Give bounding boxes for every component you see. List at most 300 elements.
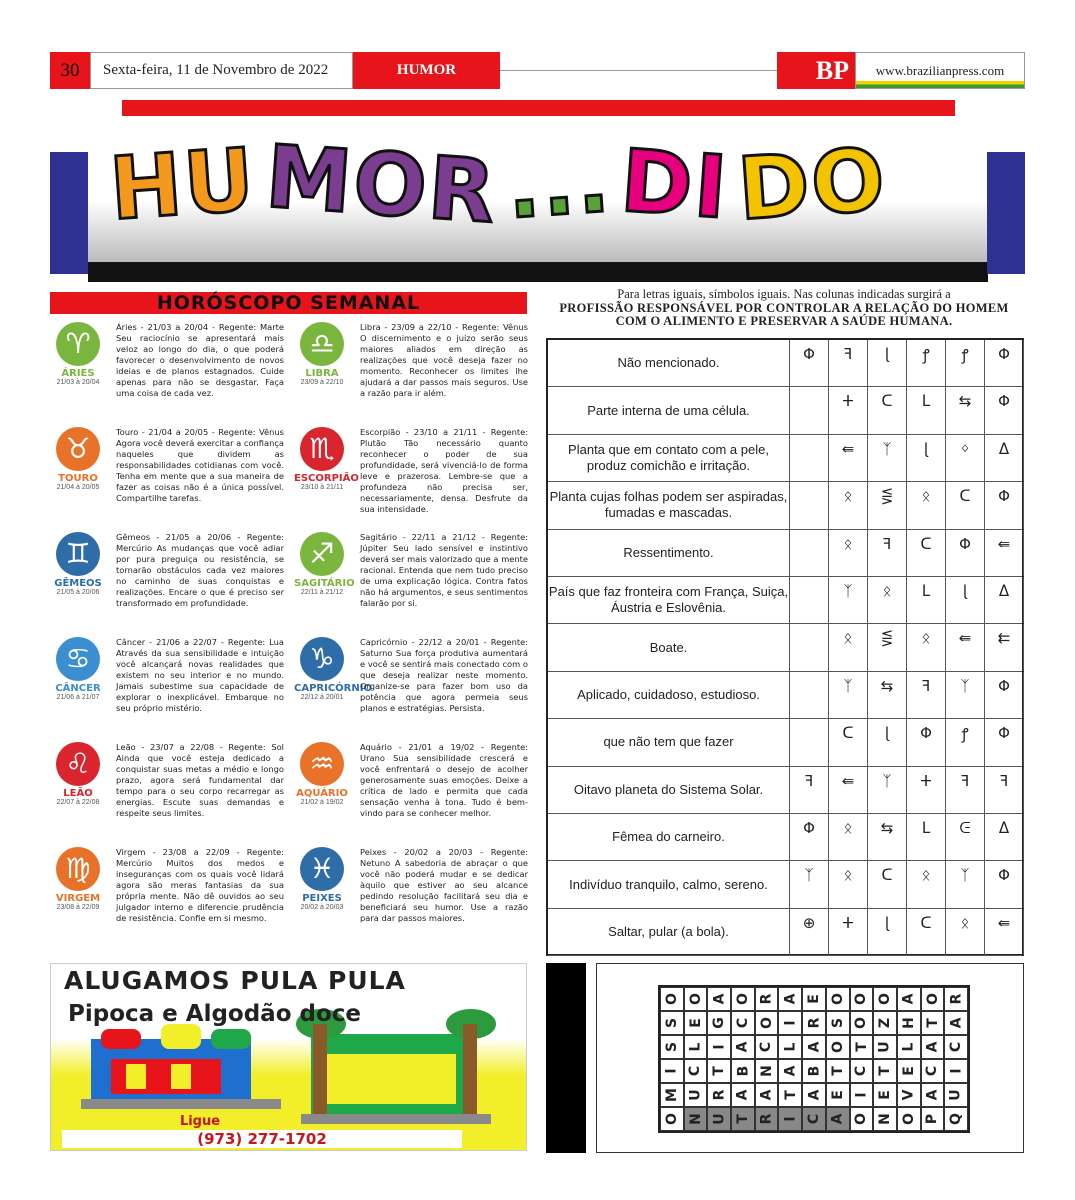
wordsearch-letter: E: [900, 1066, 917, 1076]
wordsearch-letter: G: [711, 1017, 728, 1029]
puzzle-cell[interactable]: Φ: [985, 387, 1024, 433]
wordsearch-letter: L: [782, 1042, 799, 1052]
puzzle-cell[interactable]: [790, 577, 829, 623]
puzzle-cell[interactable]: Φ: [946, 530, 985, 576]
wordsearch-cell[interactable]: [897, 1083, 921, 1107]
puzzle-clue: Planta que em contato com a pele, produz comichão e irritação.: [548, 435, 790, 481]
sign-dates: 22/12 à 20/01: [300, 694, 344, 701]
puzzle-cell[interactable]: ᐃ: [985, 577, 1024, 623]
wordsearch-cell[interactable]: [850, 987, 874, 1011]
puzzle-cell[interactable]: ⋚: [868, 624, 907, 670]
wordsearch-cell[interactable]: [921, 1011, 945, 1035]
puzzle-cell[interactable]: [790, 719, 829, 765]
puzzle-cell[interactable]: ᛉ: [829, 577, 868, 623]
puzzle-cell[interactable]: ᛟ: [907, 624, 946, 670]
puzzle-clue: Fêmea do carneiro.: [548, 814, 790, 860]
wordsearch-letter: N: [687, 1113, 704, 1125]
section-label: HUMOR: [353, 52, 500, 89]
puzzle-clue: Não mencionado.: [548, 340, 790, 386]
puzzle-cell[interactable]: ᛟ: [907, 482, 946, 528]
wordsearch-letter: A: [924, 1041, 941, 1053]
zodiac-icon: [294, 637, 372, 713]
puzzle-cell[interactable]: ⇚: [985, 909, 1024, 955]
sign-text: Câncer - 21/06 a 22/07 - Regente: Lua Através da sua sensibilidade e intuição você alcançará novas realidades que existem no seu interior e no mundo. Jamais subestime sua capacidade de explorar o inexplicável. Embarque no seu próprio mistério.: [116, 637, 284, 713]
sign-dates: 23/08 à 22/09: [56, 904, 100, 911]
wordsearch-cell[interactable]: [826, 987, 850, 1011]
wordsearch-letter: S: [663, 1017, 680, 1029]
wordsearch-letter: H: [900, 1017, 917, 1029]
puzzle-instructions: [548, 288, 1020, 329]
wordsearch-cell[interactable]: [778, 1011, 802, 1035]
puzzle-cell[interactable]: ᛟ: [829, 861, 868, 907]
puzzle-cell[interactable]: ᛉ: [946, 672, 985, 718]
wordsearch-cell[interactable]: [684, 1107, 708, 1131]
horoscope-sign: [50, 322, 288, 440]
wordsearch-cell[interactable]: [755, 1083, 779, 1107]
wordsearch-letter: U: [948, 1089, 965, 1101]
wordsearch-letter: E: [877, 1090, 894, 1100]
puzzle-row: [548, 767, 1022, 814]
puzzle-cell[interactable]: ꟻ: [790, 767, 829, 813]
wordsearch-cell[interactable]: [707, 1107, 731, 1131]
wordsearch-cell[interactable]: [707, 987, 731, 1011]
puzzle-clue: Saltar, pular (a bola).: [548, 909, 790, 955]
puzzle-clue: Planta cujas folhas podem ser aspiradas, fumadas e mascadas.: [548, 482, 790, 528]
wordsearch-letter: O: [853, 1113, 870, 1125]
puzzle-intro-bold: PROFISSÃO RESPONSÁVEL POR CONTROLAR A RELAÇÃO DO HOMEM COM O ALIMENTO E PRESERVAR A SAÚDE HUMANA.: [559, 300, 1009, 328]
wordsearch-letter: M: [663, 1088, 680, 1102]
wordsearch-letter: I: [948, 1068, 965, 1074]
puzzle-cell[interactable]: Φ: [985, 719, 1024, 765]
wordsearch-cell[interactable]: [707, 1083, 731, 1107]
wordsearch-cell[interactable]: [826, 1011, 850, 1035]
banner-title: [106, 127, 970, 255]
wordsearch-letter: O: [877, 993, 894, 1005]
wordsearch-letter: R: [758, 993, 775, 1005]
puzzle-cell[interactable]: [790, 387, 829, 433]
sign-name: LEÃO: [63, 788, 93, 799]
wordsearch-cell[interactable]: [731, 1059, 755, 1083]
wordsearch-cell[interactable]: [897, 1059, 921, 1083]
puzzle-cell[interactable]: ⵜ: [829, 387, 868, 433]
sign-name: GÊMEOS: [54, 578, 102, 589]
zodiac-icon: [294, 742, 350, 818]
sign-name: LIBRA: [305, 368, 339, 379]
puzzle-cell[interactable]: ɭ: [907, 435, 946, 481]
puzzle-row: [548, 909, 1022, 956]
puzzle-cell[interactable]: ᛟ: [829, 530, 868, 576]
horoscope-sign: [50, 427, 288, 545]
wordsearch-cell[interactable]: [731, 1083, 755, 1107]
wordsearch-letter: C: [758, 1041, 775, 1053]
wordsearch-cell[interactable]: [921, 1083, 945, 1107]
wordsearch-letter: A: [900, 993, 917, 1005]
wordsearch-cell[interactable]: [731, 1011, 755, 1035]
zodiac-icon: [50, 847, 106, 923]
horoscope-sign: [50, 532, 288, 650]
sign-dates: 21/05 à 20/06: [56, 589, 100, 596]
page-number: 30: [50, 52, 90, 89]
wordsearch-cell[interactable]: [731, 1035, 755, 1059]
zodiac-icon: [294, 322, 350, 398]
wordsearch-letter: Z: [877, 1017, 894, 1029]
puzzle-cell[interactable]: ᑕ: [829, 719, 868, 765]
wordsearch-cell[interactable]: [873, 1083, 897, 1107]
brand-logo: BP: [777, 52, 855, 89]
wordsearch-cell[interactable]: [802, 1035, 826, 1059]
puzzle-cell[interactable]: Φ: [907, 719, 946, 765]
wordsearch-cell[interactable]: [660, 1107, 684, 1131]
wordsearch-cell[interactable]: [684, 1035, 708, 1059]
wordsearch-letter: A: [805, 1089, 822, 1101]
wordsearch-letter: T: [829, 1066, 846, 1076]
wordsearch-cell[interactable]: [755, 987, 779, 1011]
wordsearch-cell[interactable]: [684, 1059, 708, 1083]
wordsearch-letter: U: [711, 1113, 728, 1125]
puzzle-clue: que não tem que fazer: [548, 719, 790, 765]
puzzle-cell[interactable]: [790, 482, 829, 528]
sign-dates: 22/07 à 22/08: [56, 799, 100, 806]
sign-name: AQUÁRIO: [296, 788, 348, 799]
puzzle-row: [548, 530, 1022, 577]
zodiac-glyph-icon: ♓: [300, 847, 344, 891]
puzzle-cell[interactable]: ᛉ: [868, 435, 907, 481]
wordsearch-letter: O: [663, 1113, 680, 1125]
puzzle-cell[interactable]: ⊕: [790, 909, 829, 955]
wordsearch-cell[interactable]: [660, 1035, 684, 1059]
sign-dates: 21/04 à 20/05: [56, 484, 100, 491]
puzzle-cell[interactable]: [790, 435, 829, 481]
wordsearch-letter: O: [663, 993, 680, 1005]
puzzle-cell[interactable]: ᒪ: [907, 814, 946, 860]
zodiac-icon: [50, 322, 106, 398]
wordsearch-cell[interactable]: [684, 987, 708, 1011]
puzzle-cell[interactable]: ᛟ: [868, 577, 907, 623]
puzzle-cell[interactable]: ⇆: [868, 672, 907, 718]
wordsearch-cell[interactable]: [826, 1083, 850, 1107]
wordsearch-letter: O: [853, 993, 870, 1005]
wordsearch-cell[interactable]: [897, 1035, 921, 1059]
puzzle-clue: Aplicado, cuidadoso, estudioso.: [548, 672, 790, 718]
wordsearch-cell[interactable]: [921, 1035, 945, 1059]
sign-name: VIRGEM: [55, 893, 101, 904]
puzzle-row: [548, 861, 1022, 908]
puzzle-cell[interactable]: ⇚: [829, 435, 868, 481]
wordsearch-letter: U: [877, 1041, 894, 1053]
puzzle-cell[interactable]: ⵜ: [829, 909, 868, 955]
wordsearch-cell[interactable]: [873, 1011, 897, 1035]
wordsearch-letter: U: [687, 1089, 704, 1101]
wordsearch-cell[interactable]: [944, 1035, 968, 1059]
puzzle-cell[interactable]: ᛉ: [946, 861, 985, 907]
puzzle-table: [546, 338, 1024, 956]
wordsearch-cell[interactable]: [850, 1107, 874, 1131]
banner-title-part: HU: [106, 130, 260, 240]
sign-name: CAPRICÓRNIO: [294, 683, 372, 694]
sign-text: Aquário - 21/01 a 19/02 - Regente: Urano Sua sensibilidade crescerá e você enfrentará o desejo de acolher generosamente suas emoções. Deixe a crítica de lado e permita que cada sensação venha à tona. Tudo é bem-vindo para se conhecer melhor.: [360, 742, 528, 818]
horoscope-sign: [294, 427, 532, 545]
wordsearch-cell[interactable]: [944, 1059, 968, 1083]
wordsearch-cell[interactable]: [826, 1107, 850, 1131]
puzzle-cell[interactable]: ᑕ: [907, 530, 946, 576]
horoscope-sign: [294, 637, 532, 755]
puzzle-cell[interactable]: Φ: [985, 861, 1024, 907]
puzzle-cell[interactable]: ᒪ: [907, 577, 946, 623]
sign-text: Libra - 23/09 a 22/10 - Regente: Vênus O discernimento e o juízo serão seus maiores aliados em direção as realizações que você deseja fazer no momento. Reconhecer os limites lhe ajudará a dar passos mais seguros. Use a razão para ir além.: [360, 322, 528, 398]
puzzle-cell[interactable]: ꟻ: [907, 672, 946, 718]
wordsearch-cell[interactable]: [897, 987, 921, 1011]
wordsearch-cell[interactable]: [731, 1107, 755, 1131]
wordsearch-cell[interactable]: [873, 1035, 897, 1059]
wordsearch-cell[interactable]: [778, 1059, 802, 1083]
puzzle-cell[interactable]: ɭ: [946, 577, 985, 623]
puzzle-cell[interactable]: ᛟ: [829, 624, 868, 670]
wordsearch-letter: C: [853, 1065, 870, 1077]
puzzle-cell[interactable]: ɭ: [868, 909, 907, 955]
puzzle-cell[interactable]: ꝭ: [907, 340, 946, 386]
issue-date: Sexta-feira, 11 de Novembro de 2022: [90, 52, 353, 89]
puzzle-cell[interactable]: ᛟ: [829, 482, 868, 528]
puzzle-cell[interactable]: ꟻ: [868, 530, 907, 576]
puzzle-cell[interactable]: ᐃ: [985, 435, 1024, 481]
wordsearch-letter: S: [663, 1041, 680, 1053]
zodiac-icon: [294, 532, 355, 608]
puzzle-cell[interactable]: ᛉ: [790, 861, 829, 907]
zodiac-glyph-icon: ♋: [56, 637, 100, 681]
wordsearch-letter: C: [805, 1113, 822, 1125]
wordsearch-cell[interactable]: [778, 1107, 802, 1131]
wordsearch-cell[interactable]: [707, 1035, 731, 1059]
horoscope-sign: [294, 532, 532, 650]
wordsearch-cell[interactable]: [660, 1083, 684, 1107]
wordsearch-letter: C: [924, 1065, 941, 1077]
wordsearch-cell[interactable]: [755, 1035, 779, 1059]
wordsearch-letter: B: [734, 1065, 751, 1077]
sign-text: Sagitário - 22/11 a 21/12 - Regente: Júpiter Seu lado sensível e instintivo deverá ser mais valorizado que a mente racional. Entenda que nem tudo preciso de uma explicação lógica. Contra fatos não há argumentos, e seus sentimentos falarão por si.: [360, 532, 528, 608]
wordsearch-cell[interactable]: [850, 1035, 874, 1059]
puzzle-cell[interactable]: ꟻ: [946, 767, 985, 813]
puzzle-cell[interactable]: Φ: [985, 340, 1024, 386]
wordsearch-cell[interactable]: [707, 1011, 731, 1035]
wordsearch-letter: C: [948, 1041, 965, 1053]
wordsearch-letter: O: [829, 1041, 846, 1053]
sign-dates: 21/06 à 21/07: [56, 694, 100, 701]
ad-subheadline: Pipoca e Algodão doce: [68, 1001, 362, 1027]
wordsearch-letter: A: [758, 1089, 775, 1101]
sign-dates: 23/10 à 21/11: [300, 484, 344, 491]
horoscope-sign: [294, 322, 532, 440]
puzzle-cell[interactable]: ⇆: [946, 387, 985, 433]
wordsearch-cell[interactable]: [897, 1107, 921, 1131]
wordsearch-letter: C: [734, 1017, 751, 1029]
wordsearch-letter: P: [924, 1113, 941, 1125]
puzzle-cell[interactable]: ᑕ: [907, 909, 946, 955]
sign-dates: 21/03 à 20/04: [56, 379, 100, 386]
wordsearch-letter: T: [734, 1114, 751, 1124]
puzzle-row: [548, 482, 1022, 529]
ad-phone[interactable]: (973) 277-1702: [62, 1130, 462, 1148]
wordsearch-letter: A: [948, 1017, 965, 1029]
zodiac-glyph-icon: ♑: [300, 637, 344, 681]
puzzle-cell[interactable]: ⇚: [829, 767, 868, 813]
sign-text: Escorpião - 23/10 a 21/11 - Regente: Plutão Tão necessário quanto reconhecer o poder de sua profundidade, será vivenciá-lo de forma leve e prazerosa. Lembre-se que a profundeza não precisa ser, necessariamente, densa. Desfrute da sua intensidade.: [360, 427, 528, 514]
wordsearch-cell[interactable]: [802, 1011, 826, 1035]
puzzle-cell[interactable]: ꟻ: [985, 767, 1024, 813]
banner-right-stripe: [987, 152, 1025, 274]
puzzle-cell[interactable]: ⇚: [946, 624, 985, 670]
puzzle-row: [548, 672, 1022, 719]
horoscope-sign: [50, 637, 288, 755]
wordsearch-letter: T: [782, 1090, 799, 1100]
zodiac-glyph-icon: ♏: [300, 427, 344, 471]
puzzle-cell[interactable]: ꝭ: [946, 340, 985, 386]
wordsearch-cell[interactable]: [802, 1107, 826, 1131]
puzzle-cell[interactable]: ⋚: [868, 482, 907, 528]
puzzle-cell[interactable]: ⇚: [985, 530, 1024, 576]
puzzle-cell[interactable]: ᐃ: [985, 814, 1024, 860]
wordsearch-cell[interactable]: [873, 987, 897, 1011]
wordsearch-cell[interactable]: [802, 987, 826, 1011]
puzzle-cell[interactable]: ᕮ: [946, 814, 985, 860]
wordsearch-cell[interactable]: [778, 987, 802, 1011]
wordsearch-cell[interactable]: [944, 1011, 968, 1035]
wordsearch-cell[interactable]: [897, 1011, 921, 1035]
puzzle-cell[interactable]: ᛟ: [829, 814, 868, 860]
wordsearch-cell[interactable]: [921, 1059, 945, 1083]
wordsearch-cell[interactable]: [873, 1059, 897, 1083]
puzzle-cell[interactable]: ꝭ: [946, 719, 985, 765]
puzzle-cell[interactable]: ⇇: [985, 624, 1024, 670]
wordsearch-cell[interactable]: [873, 1107, 897, 1131]
banner-top-bar: [122, 100, 955, 116]
puzzle-cell[interactable]: ᒪ: [907, 387, 946, 433]
wordsearch-cell[interactable]: [850, 1059, 874, 1083]
horoscope-sign: [50, 742, 288, 860]
wordsearch-cell[interactable]: [802, 1059, 826, 1083]
wordsearch-cell[interactable]: [755, 1059, 779, 1083]
wordsearch-letter: O: [924, 993, 941, 1005]
zodiac-glyph-icon: ♒: [300, 742, 344, 786]
zodiac-icon: [294, 427, 359, 503]
sign-text: Peixes - 20/02 a 20/03 - Regente: Netuno A sabedoria de abraçar o que você não poderá mudar e se dedicar àquilo que estiver ao seu alcance pedindo resolução facilitará seu dia e beneficiará seu humor. Use a razão para dar passos maiores.: [360, 847, 528, 923]
wordsearch-letter: O: [853, 1017, 870, 1029]
wordsearch-letter: A: [829, 1113, 846, 1125]
wordsearch-cell[interactable]: [850, 1083, 874, 1107]
wordsearch-cell[interactable]: [660, 987, 684, 1011]
wordsearch-letter: R: [805, 1017, 822, 1029]
wordsearch-letter: T: [924, 1018, 941, 1028]
wordsearch-letter: O: [734, 993, 751, 1005]
wordsearch-cell[interactable]: [802, 1083, 826, 1107]
wordsearch-cell[interactable]: [660, 1059, 684, 1083]
wordsearch-cell[interactable]: [660, 1011, 684, 1035]
sign-text: Touro - 21/04 a 20/05 - Regente: Vênus Agora você deverá exercitar a confiança naqueles que dividem as responsabilidades cotidianas com você. Tenha em mente que a sua maneira de fazer as coisas não é a única possível. Compartilhe tarefas.: [116, 427, 284, 503]
wordsearch-cell[interactable]: [684, 1083, 708, 1107]
puzzle-cell[interactable]: Φ: [790, 814, 829, 860]
wordsearch-cell[interactable]: [826, 1059, 850, 1083]
zodiac-glyph-icon: ♍: [56, 847, 100, 891]
banner-left-stripe: [50, 152, 88, 274]
horoscope-sign: [294, 847, 532, 965]
wordsearch-cell[interactable]: [778, 1083, 802, 1107]
puzzle-cell[interactable]: ᑕ: [868, 861, 907, 907]
puzzle-cell[interactable]: Φ: [790, 340, 829, 386]
wordsearch-cell[interactable]: [944, 1107, 968, 1131]
wordsearch-letter: T: [853, 1042, 870, 1052]
wordsearch-cell[interactable]: [778, 1035, 802, 1059]
wordsearch-letter: O: [829, 993, 846, 1005]
wordsearch-cell[interactable]: [944, 987, 968, 1011]
puzzle-cell[interactable]: Φ: [985, 482, 1024, 528]
wordsearch-cell[interactable]: [921, 1107, 945, 1131]
wordsearch-cell[interactable]: [826, 1035, 850, 1059]
wordsearch-letter: O: [900, 1113, 917, 1125]
puzzle-clue: Parte interna de uma célula.: [548, 387, 790, 433]
puzzle-cell[interactable]: ⇆: [868, 814, 907, 860]
wordsearch-letter: A: [734, 1089, 751, 1101]
wordsearch-cell[interactable]: [731, 987, 755, 1011]
wordsearch-side-bar: [546, 963, 586, 1153]
puzzle-cell[interactable]: ᛉ: [868, 767, 907, 813]
sign-name: PEIXES: [302, 893, 342, 904]
puzzle-cell[interactable]: [790, 672, 829, 718]
wordsearch-cell[interactable]: [684, 1011, 708, 1035]
wordsearch-letter: R: [758, 1113, 775, 1125]
puzzle-cell[interactable]: ɭ: [868, 719, 907, 765]
ad-call-label: Ligue: [179, 1114, 221, 1129]
wordsearch-cell[interactable]: [944, 1083, 968, 1107]
puzzle-cell[interactable]: Φ: [985, 672, 1024, 718]
banner-title-part: DO: [734, 129, 890, 241]
puzzle-intro-text: Para letras iguais, símbolos iguais. Nas colunas indicadas surgirá a: [617, 287, 951, 301]
puzzle-clue: País que faz fronteira com França, Suiça, Áustria e Eslovênia.: [548, 577, 790, 623]
wordsearch-cell[interactable]: [921, 987, 945, 1011]
sign-name: TOURO: [58, 473, 98, 484]
wordsearch-cell[interactable]: [707, 1059, 731, 1083]
puzzle-cell[interactable]: ᛟ: [907, 861, 946, 907]
wordsearch-letter: L: [900, 1042, 917, 1052]
puzzle-cell[interactable]: [790, 530, 829, 576]
wordsearch-cell[interactable]: [755, 1107, 779, 1131]
puzzle-cell[interactable]: ᑕ: [946, 482, 985, 528]
puzzle-cell[interactable]: ⵜ: [907, 767, 946, 813]
wordsearch-letter: O: [758, 1017, 775, 1029]
wordsearch-letter: I: [853, 1092, 870, 1098]
site-url[interactable]: www.brazilianpress.com: [855, 52, 1025, 89]
wordsearch-letter: A: [805, 1041, 822, 1053]
puzzle-cell[interactable]: [790, 624, 829, 670]
puzzle-cell[interactable]: ᛜ: [946, 435, 985, 481]
puzzle-cell[interactable]: ɭ: [868, 340, 907, 386]
puzzle-row: [548, 577, 1022, 624]
banner-title-part: MOR: [262, 127, 500, 243]
wordsearch-cell[interactable]: [850, 1011, 874, 1035]
wordsearch-letter: A: [734, 1041, 751, 1053]
wordsearch-letter: Q: [948, 1113, 965, 1125]
puzzle-cell[interactable]: ꟻ: [829, 340, 868, 386]
wordsearch-letter: I: [782, 1020, 799, 1026]
wordsearch-cell[interactable]: [755, 1011, 779, 1035]
horoscope-sign: [50, 847, 288, 965]
wordsearch-letter: R: [948, 993, 965, 1005]
wordsearch-letter: L: [687, 1042, 704, 1052]
puzzle-cell[interactable]: ᑕ: [868, 387, 907, 433]
sign-text: Gêmeos - 21/05 a 20/06 - Regente: Mercúrio As mudanças que você adiar por pura preguiça ou resistência, se tornarão obstáculos cada vez maiores no caminho de suas conquistas e realizações. Encare o que é preciso ser transformado em profundidade.: [116, 532, 284, 608]
puzzle-cell[interactable]: ᛟ: [946, 909, 985, 955]
puzzle-cell[interactable]: ᛉ: [829, 672, 868, 718]
wordsearch-letter: C: [687, 1065, 704, 1077]
wordsearch-letter: N: [758, 1065, 775, 1077]
